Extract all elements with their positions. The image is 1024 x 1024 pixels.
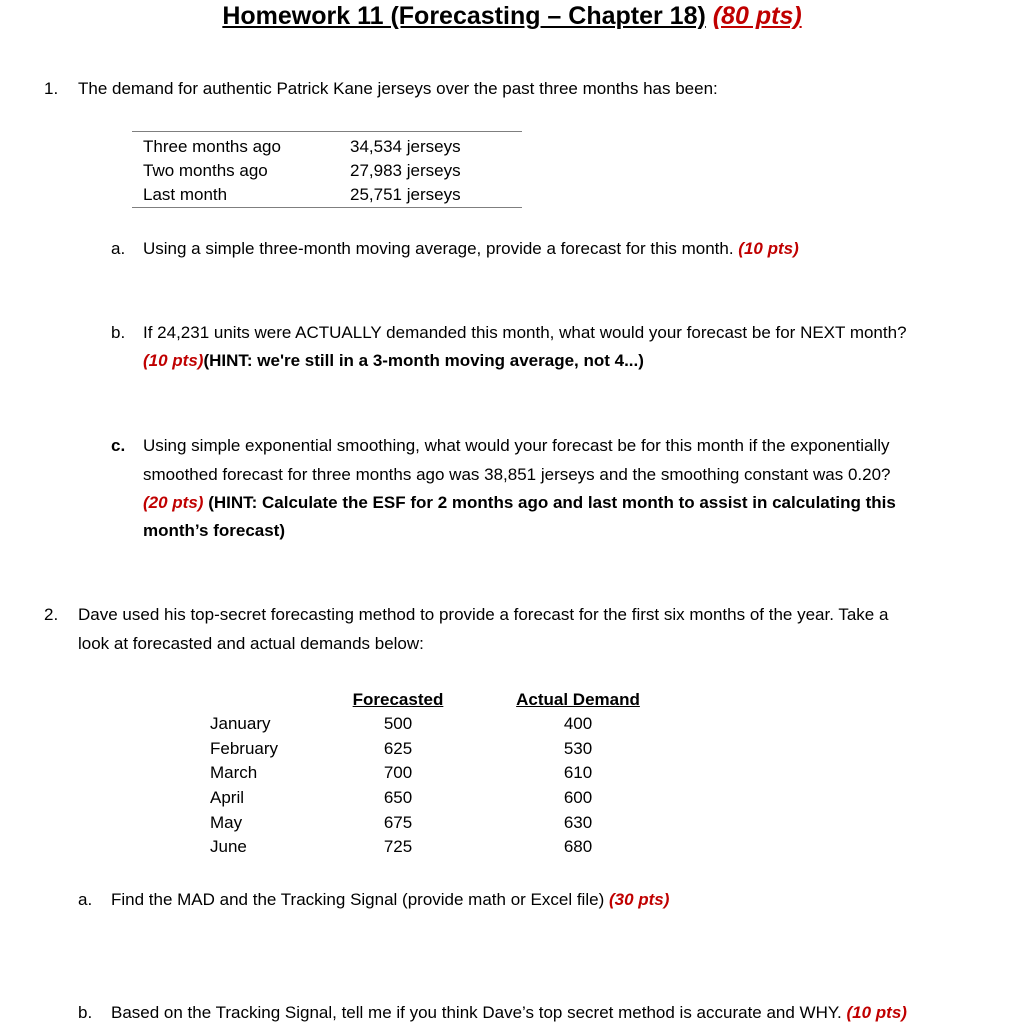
- q1c-text-1: Using simple exponential smoothing, what would your forecast be for this month if the exponentially: [143, 436, 890, 455]
- page-title: [0, 2, 1024, 31]
- q1c-letter: c.: [111, 436, 126, 455]
- q2-row-5-actual: 630: [563, 813, 593, 832]
- q2-row-4-actual: 600: [563, 788, 593, 807]
- title-points: (80 pts): [712, 2, 802, 30]
- q1-text: The demand for authentic Patrick Kane jerseys over the past three months has been:: [78, 79, 718, 98]
- q1b-text: If 24,231 units were ACTUALLY demanded this month, what would your forecast be for NEXT month?: [143, 323, 907, 342]
- q2-row-6-actual: 680: [563, 837, 593, 856]
- q1-table-bottom-rule: [132, 207, 522, 208]
- q1-row-1-label: Three months ago: [143, 137, 281, 156]
- q1a-points: (10 pts): [738, 239, 799, 258]
- q1b-line2: [143, 351, 644, 371]
- q2-header-actual: Actual Demand: [516, 690, 640, 709]
- q2a-line: [111, 890, 669, 910]
- q1c-text-2: smoothed forecast for three months ago was 38,851 jerseys and the smoothing constant was 0.20?: [143, 465, 891, 484]
- q2-row-2-forecasted: 625: [383, 739, 413, 758]
- q1c-hint-2: month’s forecast): [143, 521, 286, 540]
- q2-text-2: look at forecasted and actual demands below:: [78, 634, 424, 653]
- q2-header-forecasted: Forecasted: [352, 690, 444, 709]
- q2-row-4-month: April: [210, 788, 245, 807]
- q1b-letter: b.: [111, 323, 126, 342]
- q1c-line3: [143, 493, 896, 513]
- q2b-line: [111, 1003, 907, 1023]
- q2-row-6-month: June: [210, 837, 247, 856]
- q1a-letter: a.: [111, 239, 126, 258]
- q1-number: 1.: [44, 79, 59, 98]
- q1b-hint: (HINT: we're still in a 3-month moving average, not 4...): [203, 351, 644, 370]
- q2-number: 2.: [44, 605, 59, 624]
- q2-row-6-forecasted: 725: [383, 837, 413, 856]
- q2-row-1-month: January: [210, 714, 271, 733]
- q2-row-3-actual: 610: [563, 763, 593, 782]
- title-main: Homework 11 (Forecasting – Chapter 18): [222, 2, 706, 30]
- q2-row-5-month: May: [210, 813, 243, 832]
- q2a-points: (30 pts): [608, 890, 670, 909]
- q2b-points: (10 pts): [846, 1003, 907, 1022]
- q2-row-3-forecasted: 700: [383, 763, 413, 782]
- q1-row-2-value: 27,983 jerseys: [350, 161, 461, 180]
- q2-row-1-actual: 400: [563, 714, 593, 733]
- q1a-text: Using a simple three-month moving average, provide a forecast for this month.: [143, 239, 734, 258]
- q1a-line: [143, 239, 799, 259]
- q2-row-2-actual: 530: [563, 739, 593, 758]
- q1b-points: (10 pts): [143, 351, 204, 370]
- q2-row-1-forecasted: 500: [383, 714, 413, 733]
- q1-table-top-rule: [132, 131, 522, 132]
- q1-row-1-value: 34,534 jerseys: [350, 137, 461, 156]
- q1c-hint-1: (HINT: Calculate the ESF for 2 months ago and last month to assist in calculating this: [208, 493, 896, 512]
- q2-row-2-month: February: [210, 739, 279, 758]
- q1-row-3-value: 25,751 jerseys: [350, 185, 461, 204]
- q2-text-1: Dave used his top-secret forecasting method to provide a forecast for the first six months of the year. Take a: [78, 605, 889, 624]
- q2b-text: Based on the Tracking Signal, tell me if you think Dave’s top secret method is accurate and WHY.: [111, 1003, 842, 1022]
- q2-row-4-forecasted: 650: [383, 788, 413, 807]
- q1-row-3-label: Last month: [143, 185, 228, 204]
- q2b-letter: b.: [78, 1003, 93, 1022]
- q1-row-2-label: Two months ago: [143, 161, 268, 180]
- q2a-text: Find the MAD and the Tracking Signal (provide math or Excel file): [111, 890, 605, 909]
- q2-row-5-forecasted: 675: [383, 813, 413, 832]
- q2-row-3-month: March: [210, 763, 258, 782]
- q1c-points: (20 pts): [143, 493, 204, 512]
- q2a-letter: a.: [78, 890, 93, 909]
